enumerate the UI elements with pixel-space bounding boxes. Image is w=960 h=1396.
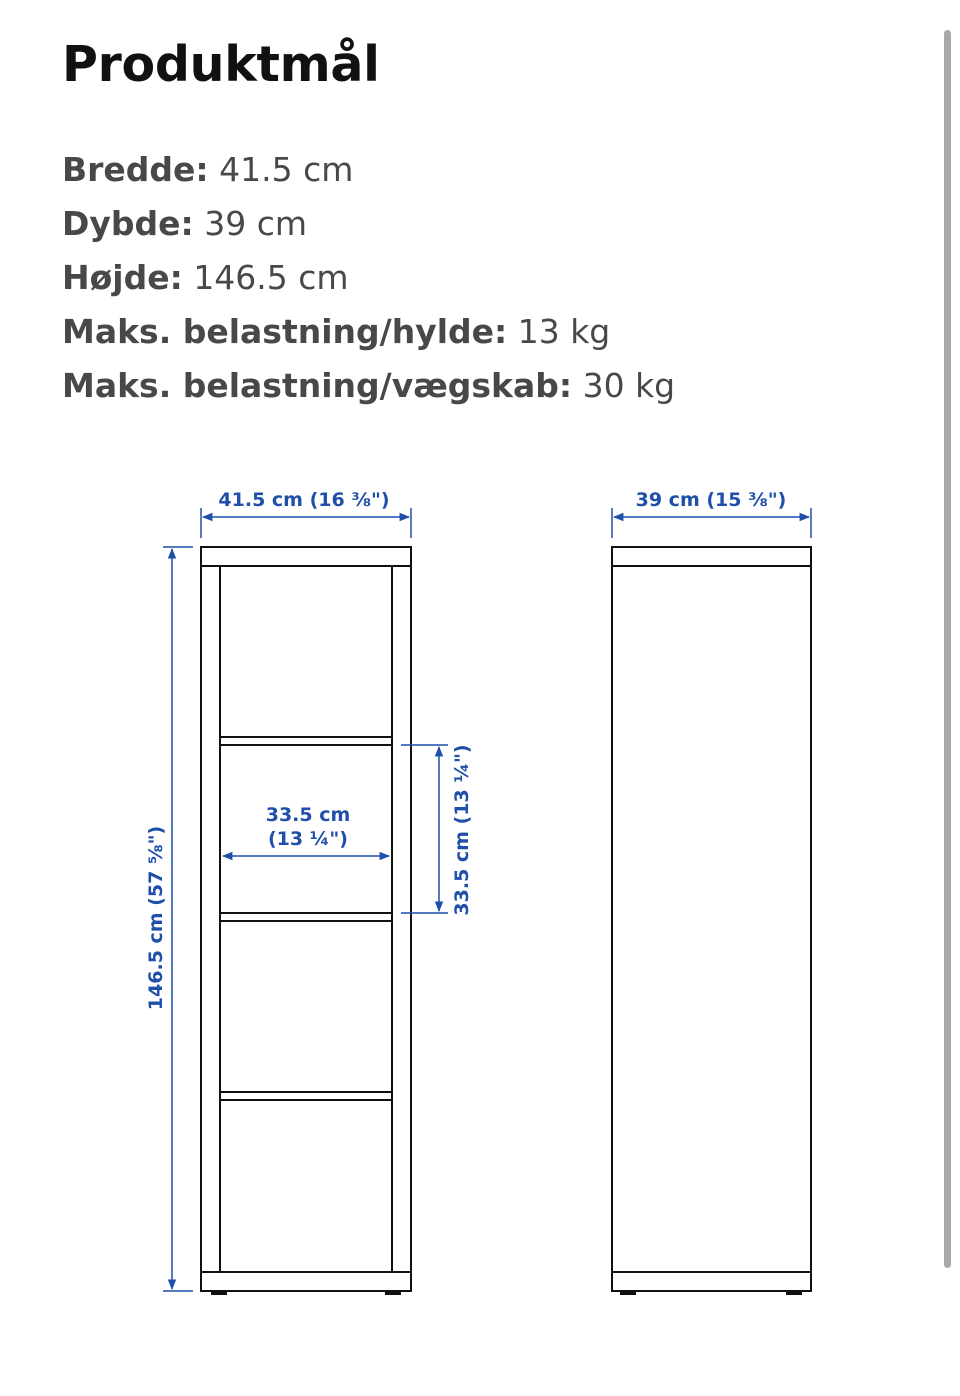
spec-label: Bredde:: [62, 150, 209, 189]
front-foot-left: [212, 1291, 226, 1294]
side-top-panel: [612, 547, 811, 566]
front-width-dimension: [201, 489, 411, 538]
spec-value: 41.5 cm: [219, 150, 354, 189]
side-bottom-panel: [612, 1272, 811, 1291]
front-bottom-panel: [201, 1272, 411, 1291]
spec-label: Dybde:: [62, 204, 194, 243]
spec-label: Maks. belastning/hylde:: [62, 312, 508, 351]
side-view-shelf: [612, 547, 811, 1294]
inner-width-dimension: [223, 804, 389, 856]
side-depth-label: 39 cm (15 ⅜"): [635, 489, 787, 511]
spec-row-max-load-shelf: [62, 305, 675, 359]
front-right-side: [392, 566, 411, 1272]
dimension-spec-list: [62, 143, 675, 413]
front-left-side: [201, 566, 220, 1272]
front-width-label: 41.5 cm (16 ⅜"): [218, 489, 390, 511]
spec-value: 30 kg: [582, 366, 676, 405]
front-height-dimension: [145, 547, 193, 1291]
spec-label: Maks. belastning/vægskab:: [62, 366, 573, 405]
page-title: Produktmål: [62, 36, 380, 93]
front-view-shelf: [201, 547, 411, 1294]
spec-row-depth: [62, 197, 675, 251]
spec-value: 13 kg: [517, 312, 611, 351]
side-foot-right: [787, 1291, 801, 1294]
spec-value: 146.5 cm: [193, 258, 349, 297]
spec-row-height: [62, 251, 675, 305]
front-shelf-2: [220, 913, 392, 921]
spec-row-max-load-cabinet: [62, 359, 675, 413]
inner-height-label: 33.5 cm (13 ¼"): [451, 744, 473, 916]
product-dimension-drawing: [0, 460, 960, 1360]
vertical-scrollbar[interactable]: [944, 30, 951, 1268]
front-shelf-3: [220, 1092, 392, 1100]
front-shelf-1: [220, 737, 392, 745]
front-foot-right: [386, 1291, 400, 1294]
front-height-label: 146.5 cm (57 ⅝"): [145, 825, 167, 1011]
inner-width-label-line1: 33.5 cm: [265, 804, 351, 826]
front-top-panel: [201, 547, 411, 566]
inner-width-label-line2: (13 ¼"): [268, 828, 348, 850]
side-foot-left: [621, 1291, 635, 1294]
spec-value: 39 cm: [204, 204, 308, 243]
side-body: [612, 566, 811, 1272]
spec-row-width: [62, 143, 675, 197]
side-depth-dimension: [612, 489, 811, 538]
spec-label: Højde:: [62, 258, 183, 297]
